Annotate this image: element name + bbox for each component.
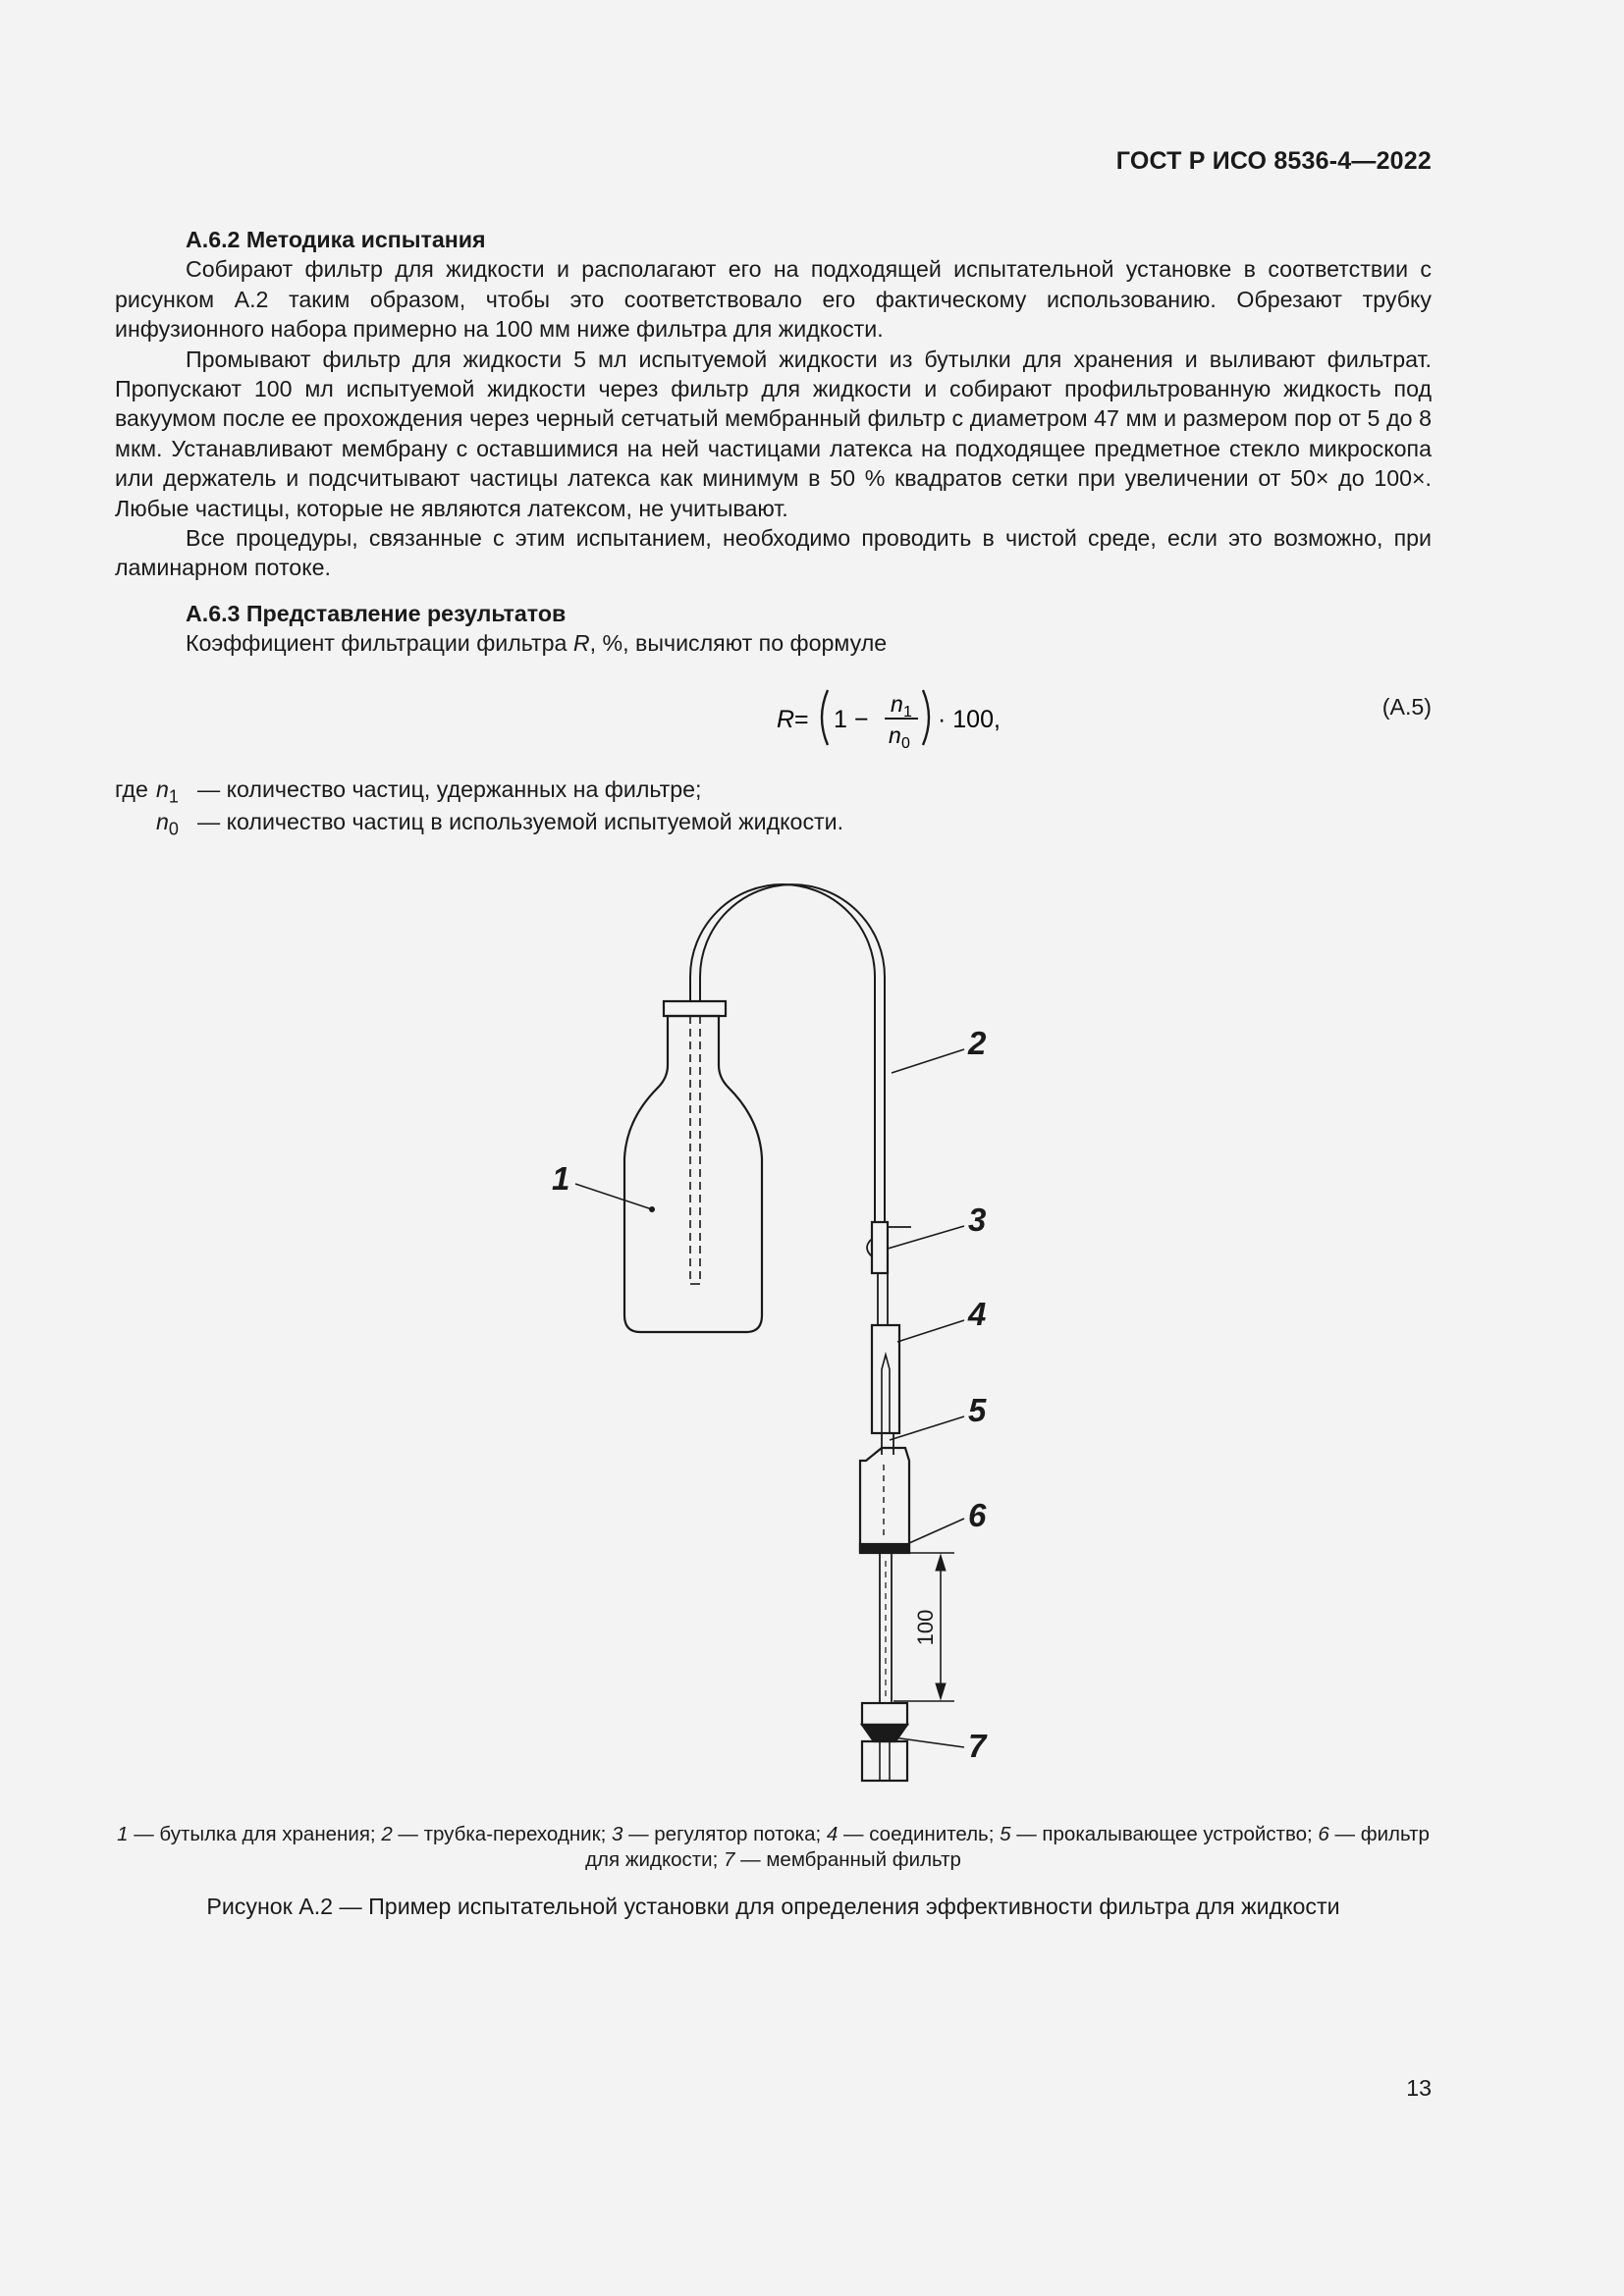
equation-number: (А.5)	[1381, 693, 1432, 720]
formula-one-minus: 1 −	[834, 705, 869, 733]
formula-intro: Коэффициент фильтрации фильтра R, %, вычисляют по формуле	[186, 630, 888, 657]
piercing-device	[882, 1355, 890, 1433]
figure-label-4: 4	[968, 1296, 987, 1332]
figure-label-3: 3	[968, 1201, 987, 1238]
connector	[872, 1325, 899, 1433]
formula-denominator: n	[889, 721, 901, 748]
paragraph: Все процедуры, связанные с этим испытанием, необходимо проводить в чистой среде, если это возможно, при ламинарном потоке.	[115, 525, 1432, 581]
transfer-tube	[690, 884, 875, 1222]
page-number: 13	[1406, 2075, 1432, 2101]
formula-eq: =	[794, 705, 809, 733]
flow-regulator	[872, 1222, 888, 1273]
section-a62-heading: А.6.2 Методика испытания	[186, 227, 486, 252]
formula-a5	[115, 674, 1432, 761]
formula-numerator: n	[891, 690, 903, 717]
where-text: — количество частиц, удержанных на фильтре;	[197, 775, 702, 802]
dimension-label: 100	[913, 1609, 938, 1646]
membrane-filter	[862, 1703, 907, 1725]
where-symbol: $n_1$	[156, 775, 179, 807]
storage-bottle	[624, 1016, 762, 1332]
paren-left	[822, 690, 828, 745]
liquid-filter	[860, 1448, 909, 1551]
figure-label-7: 7	[968, 1728, 987, 1764]
where-lead: где	[115, 775, 148, 802]
paren-right	[923, 690, 929, 745]
main-text	[115, 225, 1432, 839]
formula-denominator-sub: 0	[901, 734, 910, 752]
section-a63-heading: А.6.3 Представление результатов	[186, 600, 567, 626]
where-list	[115, 774, 1432, 839]
figure-label-6: 6	[968, 1497, 987, 1533]
figure-label-1: 1	[552, 1160, 570, 1197]
formula-graphic	[653, 674, 1006, 761]
where-text: — количество частиц в используемой испытуемой жидкости.	[197, 808, 844, 834]
figure-label-2: 2	[968, 1025, 987, 1061]
paragraph: Промывают фильтр для жидкости 5 мл испытуемой жидкости из бутылки для хранения и выливают фильтрат. Пропускают 100 мл испытуемой жидкости через фильтр для жидкости и собирают профильтрованную жидкость под вакуумом после ее прохождения через черный сетчатый мембранный фильтр с диаметром 47 мм и размером пор от 5 до 8 мкм. Устанавливают мембрану с оставшимися на ней частицами латекса на подходящее предметное стекло микроскопа или держатель и подсчитывают частицы латекса как минимум в 50 % квадратов сетки при увеличении от 50× до 100×. Любые частицы, которые не являются латексом, не учитывают.	[115, 346, 1432, 521]
formula-lhs: R	[777, 705, 795, 733]
paragraph: Собирают фильтр для жидкости и располагают его на подходящей испытательной установке в соответствии с рисунком А.2 таким образом, чтобы это соответствовало его фактическому использованию. Обрезают трубку инфузионного набора примерно на 100 мм ниже фильтра для жидкости.	[115, 256, 1432, 343]
figure-label-5: 5	[968, 1392, 987, 1428]
where-item	[115, 807, 1432, 839]
figure-caption: Рисунок А.2 — Пример испытательной установки для определения эффективности фильтра для жидкости	[206, 1894, 1340, 1919]
document-header: ГОСТ Р ИСО 8536-4—2022	[1115, 147, 1432, 175]
formula-numerator-sub: 1	[903, 703, 912, 721]
figure-legend: 1 — бутылка для хранения; 2 — трубка-переходник; 3 — регулятор потока; 4 — соединитель; 5 — прокалывающее устройство; 6 — фильтр для жидкости; 7 — мембранный фильтр	[117, 1823, 1430, 1871]
bottle-cap	[664, 1001, 726, 1016]
where-item	[115, 774, 1432, 807]
where-symbol: $n_0$	[156, 808, 179, 839]
formula-tail: · 100,	[938, 705, 1001, 733]
